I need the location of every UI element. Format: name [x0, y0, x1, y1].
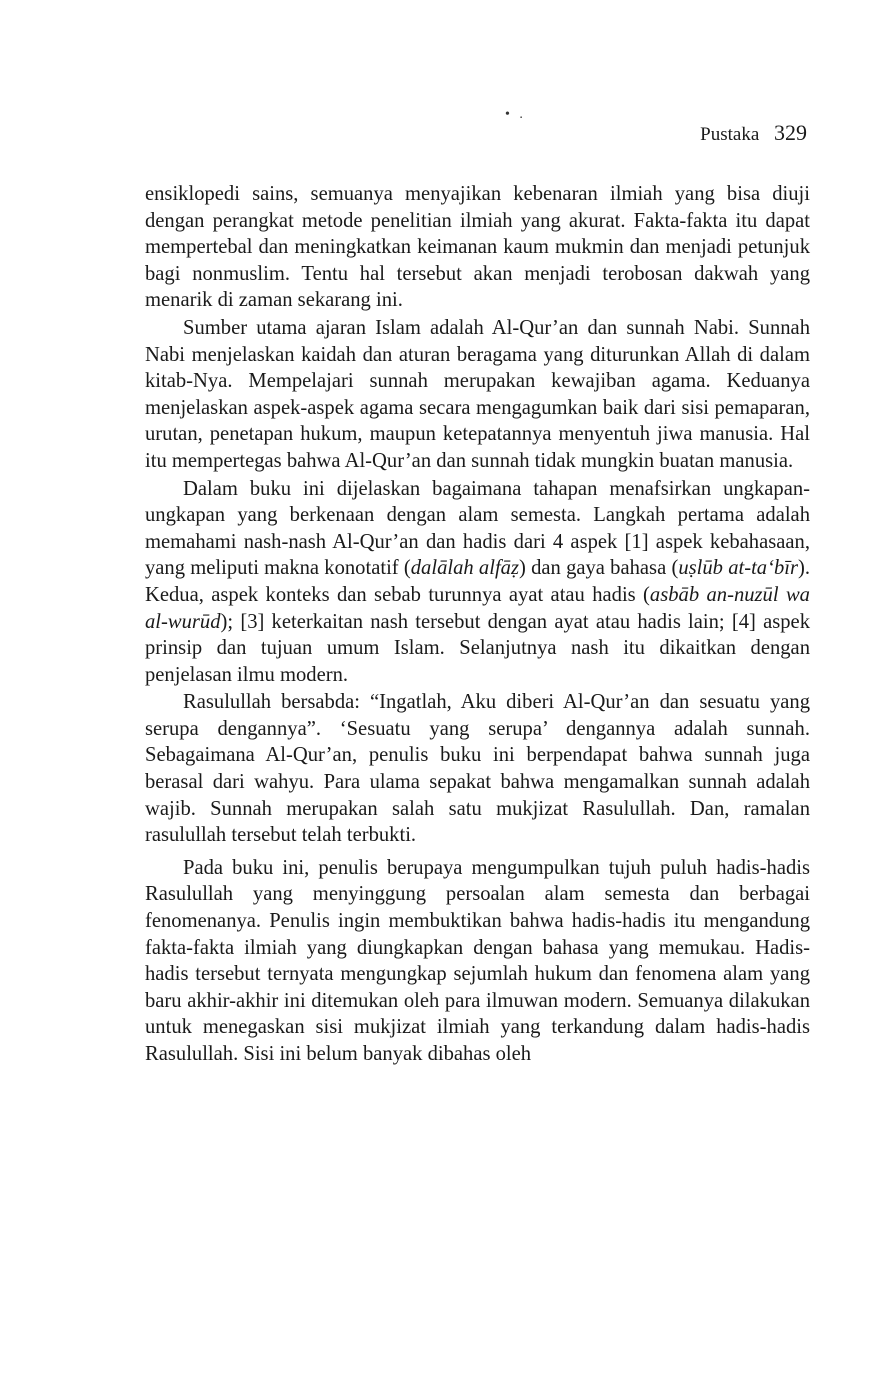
- italic-term: uṣlūb at-ta‘bīr: [678, 557, 798, 580]
- text-run: ensiklopedi sains, semuanya menyajikan kebenaran ilmiah yang bisa diuji dengan perangkat metode penelitian ilmiah yang akurat. Fakta-fakta itu dapat mempertebal dan meningkatkan keimanan kaum mukmin dan menjadi petunjuk bagi nonmuslim. Tentu hal tersebut akan menjadi terobosan dakwah yang menarik di zaman sekarang ini.: [145, 183, 810, 312]
- text-run: Pada buku ini, penulis berupaya mengumpulkan tujuh puluh hadis-hadis Rasulullah yang menyinggung persoalan alam semesta dan berbagai fenomenanya. Penulis ingin membuktikan bahwa hadis-hadis itu mengandung fakta-fakta ilmiah yang diungkapkan dengan bahasa yang memukau. Hadis-hadis tersebut ternyata mengungkap sejumlah hukum dan fenomena alam yang baru akhir-akhir ini ditemukan oleh para ilmuwan modern. Semuanya dilakukan untuk menegaskan sisi mukjizat ilmiah yang terkandung dalam hadis-hadis Rasulullah. Sisi ini belum banyak dibahas oleh: [145, 856, 810, 1065]
- body-text: [145, 181, 810, 1068]
- text-run: ) dan gaya bahasa (: [518, 557, 679, 580]
- text-run: ); [3] keterkaitan nash tersebut dengan ayat atau hadis lain; [4] aspek prinsip dan tujuan umum Islam. Selanjutnya nash itu dikaitkan dengan penjelasan ilmu modern.: [145, 610, 810, 686]
- running-title: Pustaka: [700, 124, 760, 145]
- italic-term: dalālah alfāẓ: [410, 557, 519, 580]
- print-speck: • .: [505, 107, 526, 122]
- paragraph-4: [145, 689, 810, 849]
- running-head: [700, 120, 807, 148]
- text-run: Rasulullah bersabda: “Ingatlah, Aku diberi Al-Qur’an dan sesuatu yang serupa dengannya”. ‘Sesuatu yang serupa’ dengannya adalah sunnah. Sebagaimana Al-Qur’an, penulis buku ini berpendapat bahwa sunnah juga berasal dari wahyu. Para ulama sepakat bahwa mengamalkan sunnah adalah wajib. Sunnah merupakan salah satu mukjizat Rasulullah. Dan, ramalan rasulullah tersebut telah terbukti.: [145, 691, 810, 847]
- paragraph-3: [145, 476, 810, 689]
- text-run: ). Kedua, aspek konteks dan sebab turunnya ayat atau hadis (: [145, 557, 810, 606]
- text-run: Dalam buku ini dijelaskan bagaimana tahapan menafsirkan ungkapan-ungkapan yang berkenaan dengan alam semesta. Langkah pertama adalah memahami nash-nash Al-Qur’an dan hadis dari 4 aspek [1] aspek kebahasaan, yang meliputi makna konotatif (: [145, 477, 810, 580]
- text-run: Sumber utama ajaran Islam adalah Al-Qur’an dan sunnah Nabi. Sunnah Nabi menjelaskan kaidah dan aturan beragama yang diturunkan Allah di dalam kitab-Nya. Mempelajari sunnah merupakan kewajiban agama. Keduanya menjelaskan aspek-aspek agama secara mengagumkan baik dari sisi pemaparan, urutan, penetapan hukum, maupun ketepatannya menyentuh jiwa manusia. Hal itu mempertegas bahwa Al-Qur’an dan sunnah tidak mungkin buatan manusia.: [145, 316, 810, 472]
- page-number: 329: [774, 120, 807, 145]
- paragraph-1: [145, 181, 810, 314]
- paragraph-2: [145, 315, 810, 475]
- paragraph-5: [145, 855, 810, 1068]
- italic-term: asbāb an-nuzūl wa al-wurūd: [145, 583, 810, 633]
